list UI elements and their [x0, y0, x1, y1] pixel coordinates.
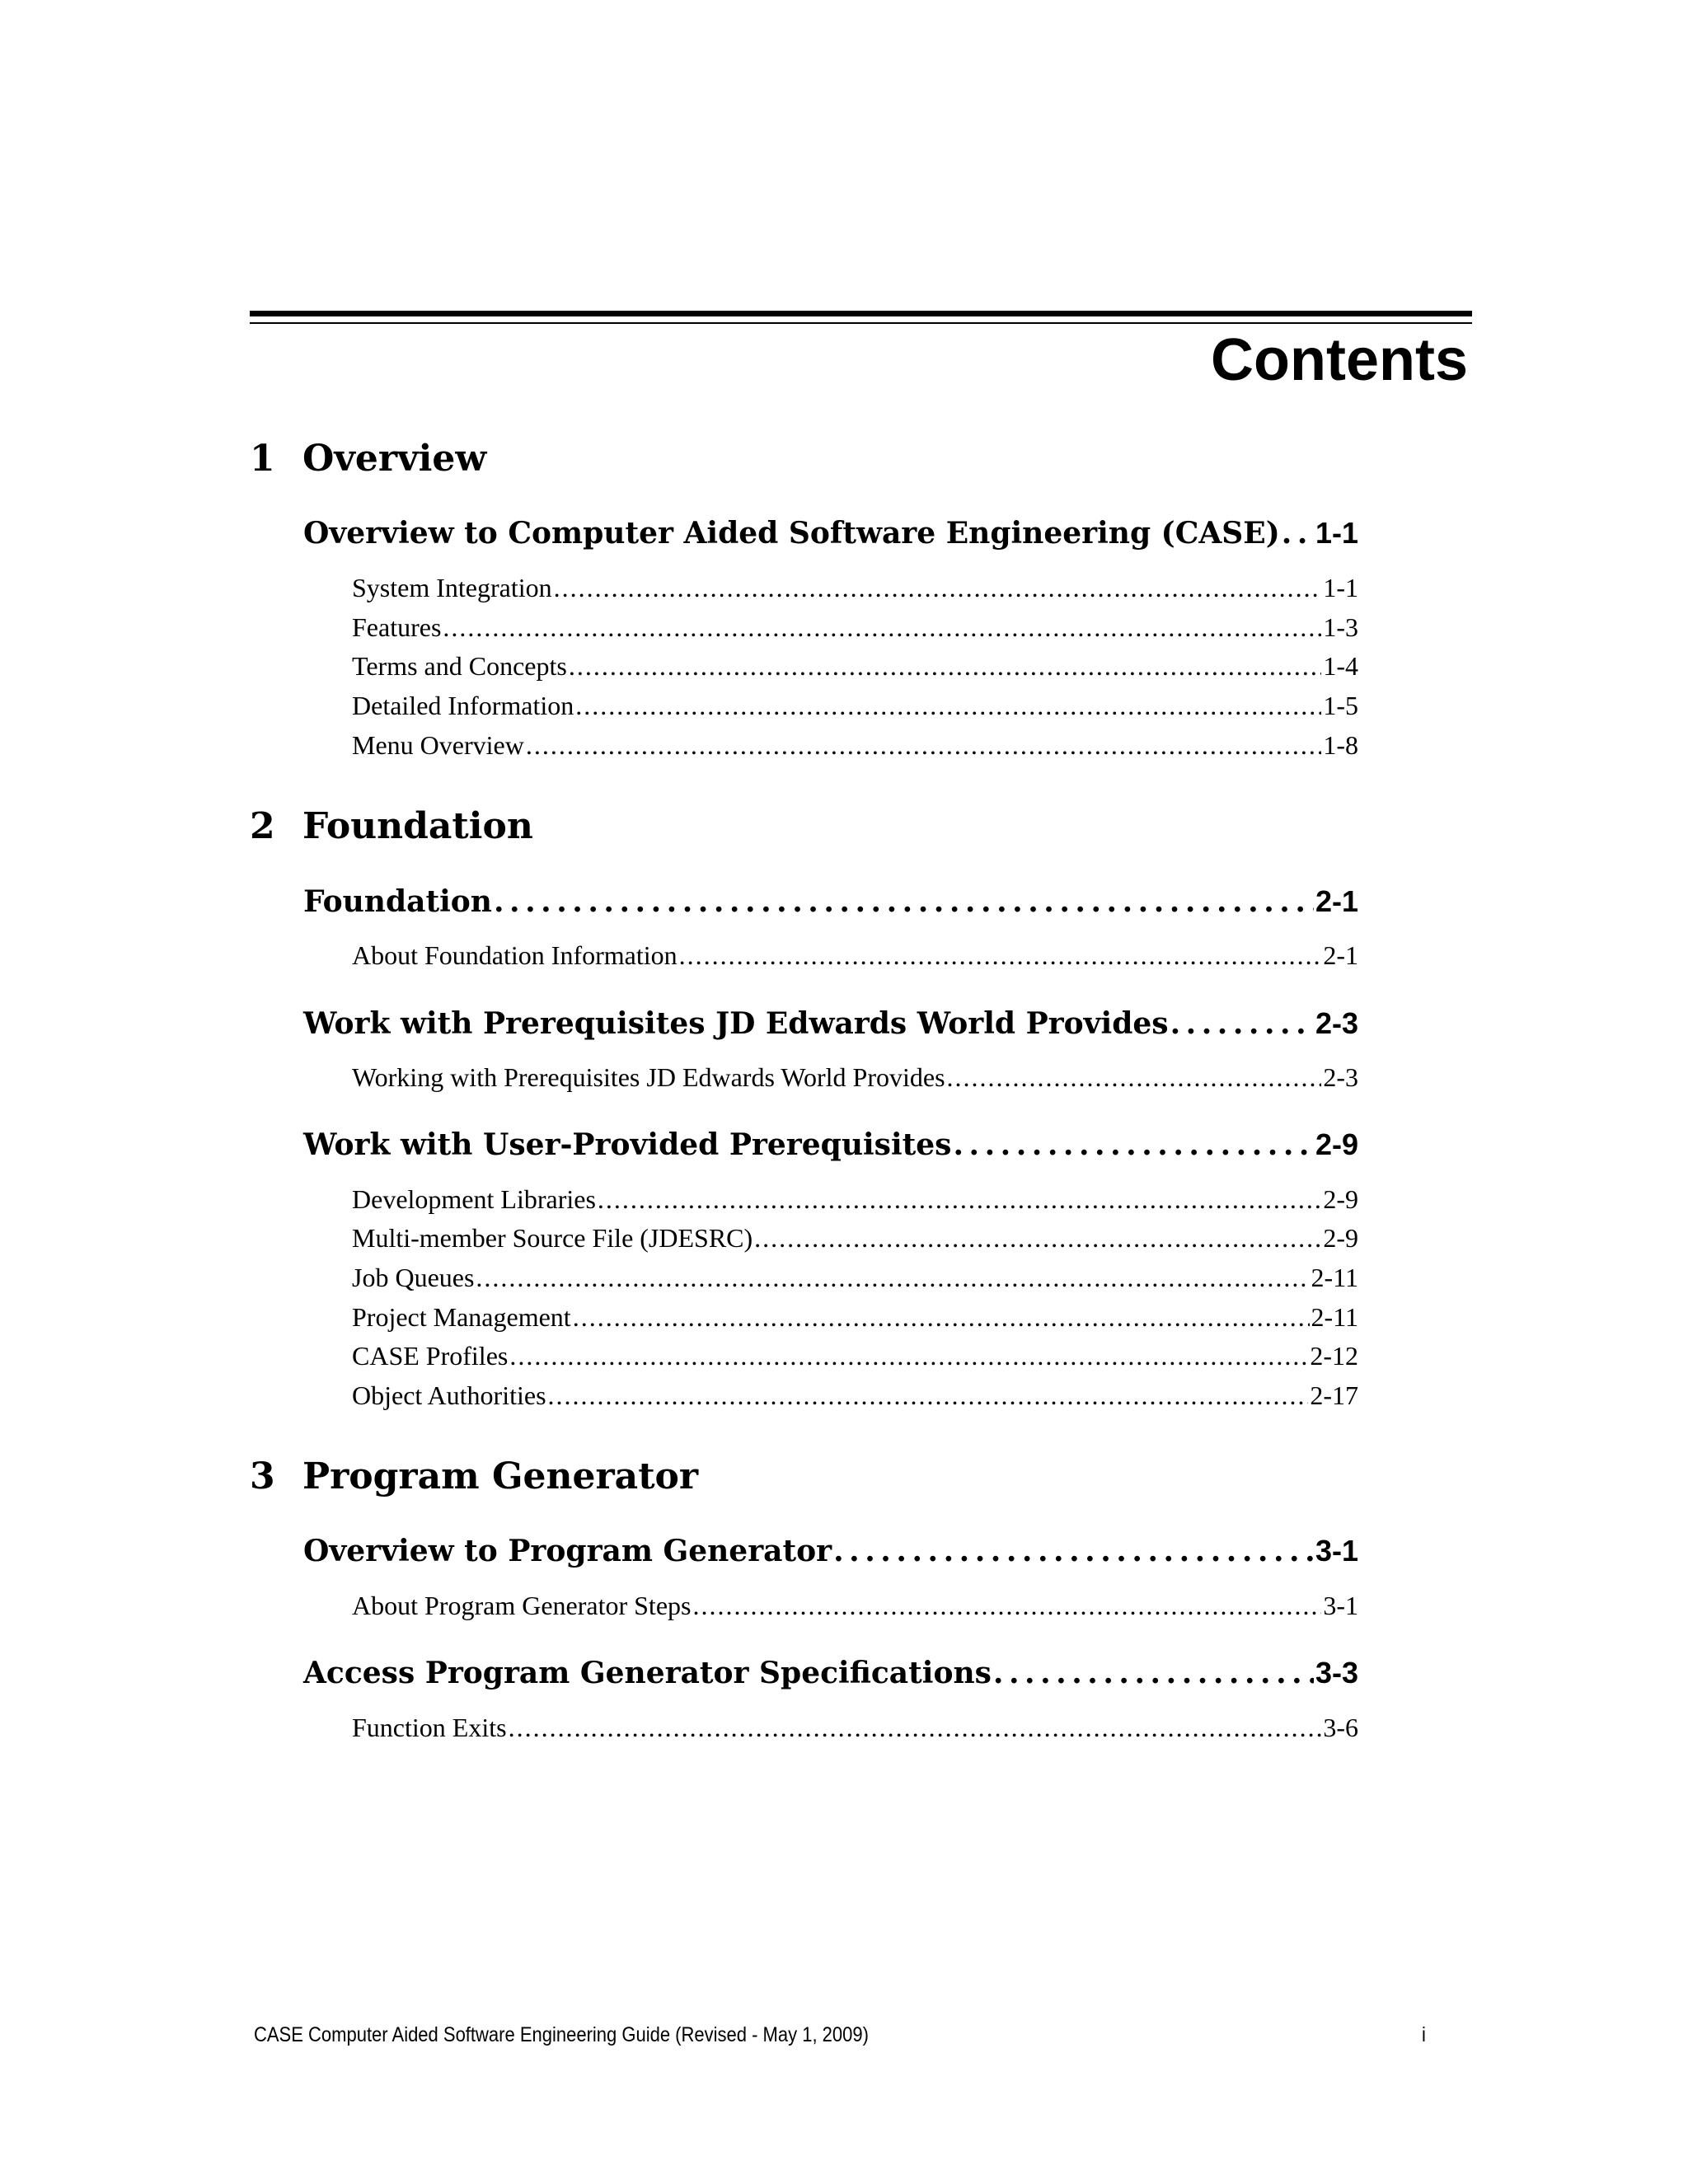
- toc-topic-entry[interactable]: [352, 937, 1358, 973]
- dot-leader: [679, 937, 1322, 973]
- topic-page: 3-6: [1323, 1713, 1358, 1742]
- section-title: Work with User-Provided Prerequisites: [303, 1127, 952, 1162]
- topic-title: About Program Generator Steps: [352, 1591, 692, 1620]
- dot-leader: [1170, 1004, 1314, 1043]
- topic-title: Object Authorities: [352, 1380, 546, 1410]
- section-title: Access Program Generator Specifications: [303, 1656, 992, 1690]
- toc-topic-entry[interactable]: [352, 687, 1358, 724]
- topic-page: 3-1: [1323, 1591, 1358, 1620]
- chapter-heading: [250, 804, 533, 850]
- toc-section-entry[interactable]: [303, 882, 1358, 921]
- topic-page: 1-3: [1323, 612, 1358, 642]
- dot-leader: [548, 1377, 1309, 1413]
- topic-title: System Integration: [352, 573, 552, 602]
- toc-topic-entry[interactable]: [352, 1181, 1358, 1217]
- dot-leader: [833, 1531, 1314, 1571]
- section-title: Foundation: [303, 884, 492, 919]
- dot-leader: [1282, 513, 1314, 553]
- topic-title: Working with Prerequisites JD Edwards World Provides: [352, 1062, 945, 1092]
- topic-page: 1-5: [1323, 691, 1358, 720]
- toc-topic-entry[interactable]: [352, 569, 1358, 606]
- toc-section-entry[interactable]: [303, 1125, 1358, 1165]
- dot-leader: [598, 1181, 1321, 1217]
- topic-page: 2-12: [1310, 1341, 1358, 1371]
- topic-page: 2-11: [1311, 1263, 1358, 1292]
- footer-page-number: i: [1422, 2023, 1426, 2046]
- topic-title: Function Exits: [352, 1713, 507, 1742]
- header-rule-thick: [250, 311, 1472, 316]
- dot-leader: [569, 648, 1322, 684]
- toc-section-entry[interactable]: [303, 1653, 1358, 1693]
- section-page: 2-9: [1315, 1127, 1358, 1161]
- dot-leader: [443, 609, 1321, 645]
- dot-leader: [993, 1653, 1314, 1693]
- topic-page: 2-11: [1311, 1302, 1358, 1332]
- topic-title: Menu Overview: [352, 730, 524, 760]
- toc-topic-entry[interactable]: [352, 1377, 1358, 1413]
- dot-leader: [754, 1220, 1321, 1256]
- chapter-number: 3: [250, 1455, 275, 1497]
- topic-title: Multi-member Source File (JDESRC): [352, 1223, 753, 1253]
- topic-title: Job Queues: [352, 1263, 475, 1292]
- footer-guide-title: CASE Computer Aided Software Engineering Guide (Revised - May 1, 2009): [254, 2023, 869, 2046]
- topic-page: 2-9: [1323, 1184, 1358, 1214]
- chapter-title: Overview: [302, 438, 487, 480]
- topic-title: CASE Profiles: [352, 1341, 509, 1371]
- toc-topic-entry[interactable]: [352, 1338, 1358, 1374]
- topic-title: Terms and Concepts: [352, 651, 567, 681]
- chapter-title: Program Generator: [302, 1455, 699, 1497]
- section-page: 2-3: [1315, 1006, 1358, 1040]
- topic-page: 1-4: [1323, 651, 1358, 681]
- section-page: 2-1: [1315, 884, 1358, 918]
- topic-title: Project Management: [352, 1302, 571, 1332]
- chapter-number: 2: [250, 805, 275, 847]
- dot-leader: [947, 1059, 1322, 1095]
- dot-leader: [953, 1125, 1314, 1165]
- toc-section-entry[interactable]: [303, 513, 1358, 553]
- toc-topic-entry[interactable]: [352, 1299, 1358, 1335]
- topic-page: 2-17: [1310, 1380, 1358, 1410]
- topic-title: Detailed Information: [352, 691, 574, 720]
- toc-topic-entry[interactable]: [352, 1709, 1358, 1746]
- topic-page: 2-3: [1323, 1062, 1358, 1092]
- dot-leader: [692, 1587, 1321, 1624]
- chapter-heading: [250, 436, 486, 482]
- section-title: Overview to Program Generator: [303, 1534, 832, 1568]
- toc-topic-entry[interactable]: [352, 1587, 1358, 1624]
- topic-title: Development Libraries: [352, 1184, 596, 1214]
- section-title: Work with Prerequisites JD Edwards World Provides: [303, 1006, 1169, 1041]
- chapter-number: 1: [250, 438, 275, 480]
- toc-topic-entry[interactable]: [352, 727, 1358, 763]
- topic-page: 2-9: [1323, 1223, 1358, 1253]
- toc-section-entry[interactable]: [303, 1531, 1358, 1571]
- page-title: Contents: [1211, 327, 1468, 393]
- dot-leader: [509, 1338, 1308, 1374]
- chapter-heading: [250, 1454, 698, 1500]
- toc-topic-entry[interactable]: [352, 609, 1358, 645]
- toc-topic-entry[interactable]: [352, 1059, 1358, 1095]
- topic-title: Features: [352, 612, 442, 642]
- section-page: 3-3: [1315, 1656, 1358, 1690]
- chapter-title: Foundation: [302, 805, 533, 847]
- dot-leader: [509, 1709, 1322, 1746]
- dot-leader: [476, 1259, 1309, 1296]
- topic-page: 1-8: [1323, 730, 1358, 760]
- topic-title: About Foundation Information: [352, 940, 678, 970]
- dot-leader: [494, 882, 1314, 921]
- section-title: Overview to Computer Aided Software Engineering (CASE): [303, 516, 1280, 551]
- dot-leader: [554, 569, 1322, 606]
- toc-section-entry[interactable]: [303, 1004, 1358, 1043]
- dot-leader: [573, 1299, 1310, 1335]
- dot-leader: [526, 727, 1322, 763]
- section-page: 1-1: [1315, 516, 1358, 550]
- toc-topic-entry[interactable]: [352, 1259, 1358, 1296]
- toc-topic-entry[interactable]: [352, 1220, 1358, 1256]
- toc-topic-entry[interactable]: [352, 648, 1358, 684]
- dot-leader: [575, 687, 1321, 724]
- topic-page: 2-1: [1323, 940, 1358, 970]
- topic-page: 1-1: [1323, 573, 1358, 602]
- section-page: 3-1: [1315, 1534, 1358, 1568]
